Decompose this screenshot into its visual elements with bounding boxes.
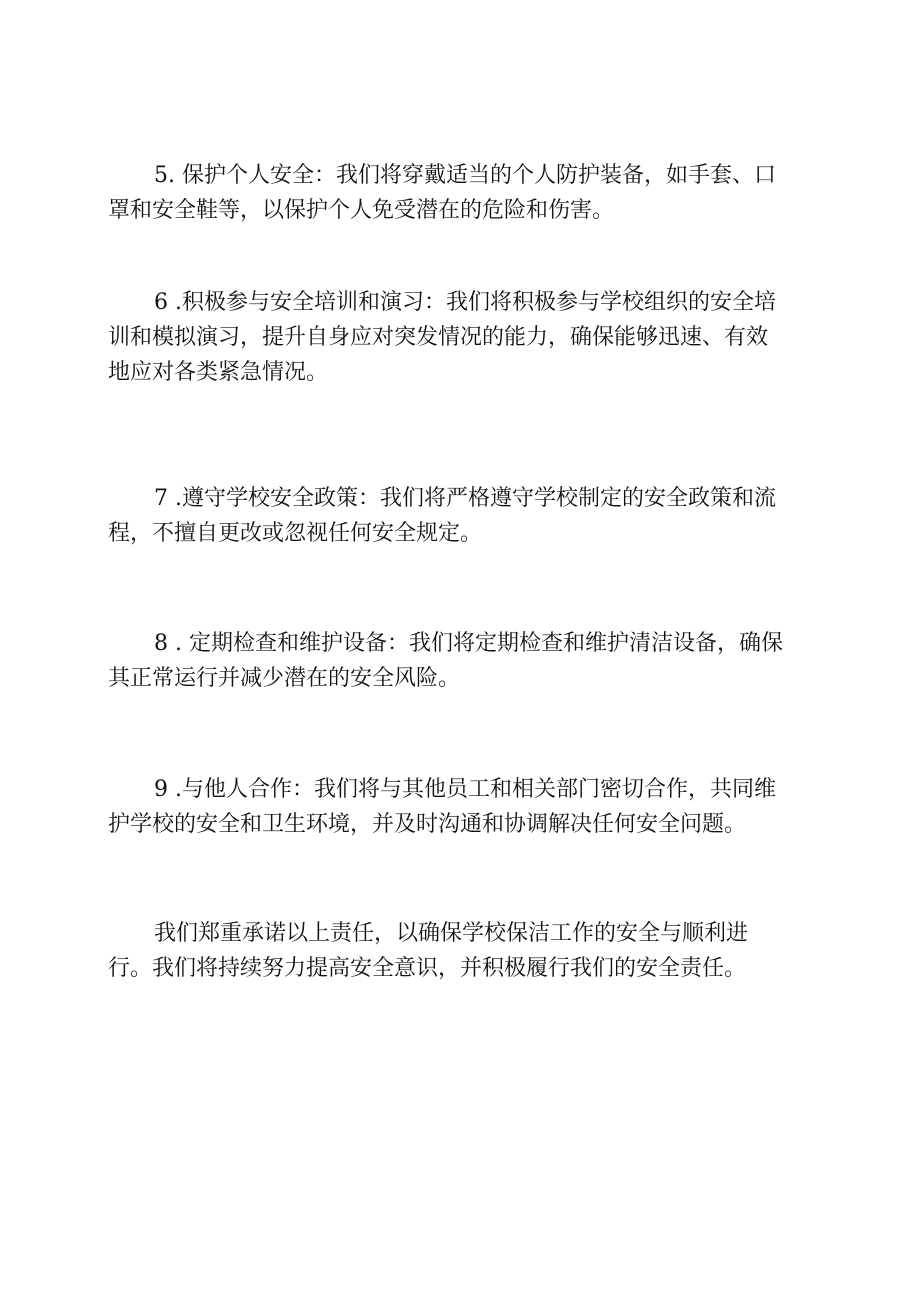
paragraph-line: 训和模拟演习，提升自身应对突发情况的能力，确保能够迅速、有效 <box>108 325 769 350</box>
paragraph-item-6 <box>108 285 820 390</box>
paragraph-line: 其正常运行并减少潜在的安全风险。 <box>108 666 461 691</box>
paragraph-line: 罩和安全鞋等，以保护个人免受潜在的危险和伤害。 <box>108 198 615 223</box>
paragraph-line: 我们郑重承诺以上责任，以确保学校保洁工作的安全与顺利进 <box>154 921 749 946</box>
paragraph-item-9 <box>108 772 820 842</box>
paragraph-line: 程，不擅自更改或忽视任何安全规定。 <box>108 521 483 546</box>
paragraph-line: 地应对各类紧急情况。 <box>108 360 329 385</box>
paragraph-line: 7 .遵守学校安全政策：我们将严格遵守学校制定的安全政策和流 <box>154 486 776 511</box>
paragraph-line: 护学校的安全和卫生环境，并及时沟通和协调解决任何安全问题。 <box>108 812 747 837</box>
paragraph-item-8 <box>108 626 820 696</box>
paragraph-line: 9 .与他人合作：我们将与其他员工和相关部门密切合作，共同维 <box>154 777 776 802</box>
paragraph-line: 6 .积极参与安全培训和演习：我们将积极参与学校组织的安全培 <box>154 290 776 315</box>
paragraph-line: 行。我们将持续努力提高安全意识，并积极履行我们的安全责任。 <box>108 956 747 981</box>
paragraph-line: 8 . 定期检查和维护设备：我们将定期检查和维护清洁设备，确保 <box>154 631 783 656</box>
paragraph-line: 5. 保护个人安全：我们将穿戴适当的个人防护装备，如手套、口 <box>154 163 776 188</box>
paragraph-item-5 <box>108 158 820 228</box>
paragraph-item-7 <box>108 481 820 551</box>
closing-paragraph <box>108 916 820 986</box>
